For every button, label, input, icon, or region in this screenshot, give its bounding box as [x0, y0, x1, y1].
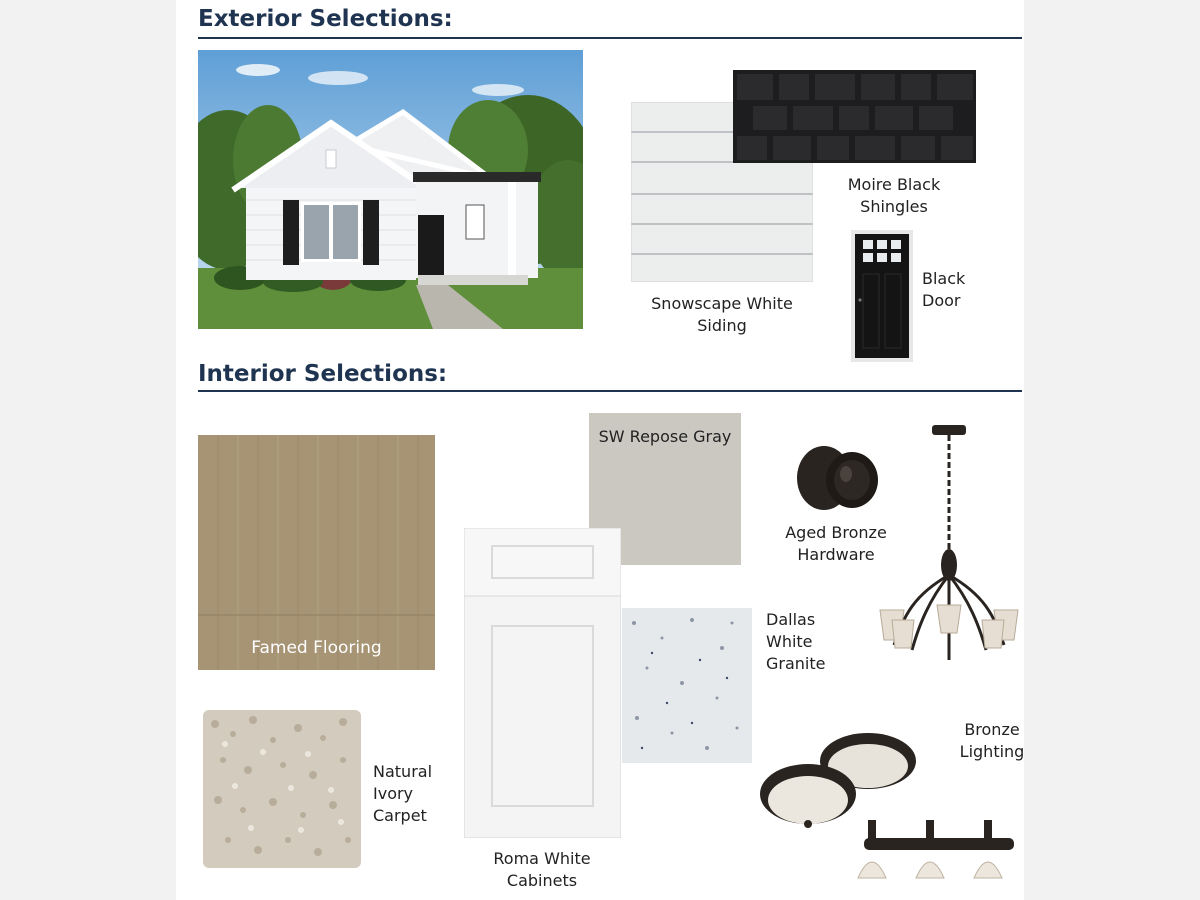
lighting-caption-line1: Bronze — [964, 720, 1020, 739]
granite-caption-line1: Dallas — [766, 610, 816, 629]
cabinets-caption-line2: Cabinets — [506, 871, 578, 890]
carpet-caption-line1: Natural — [373, 762, 433, 781]
hardware-caption-line1: Aged Bronze — [785, 523, 887, 542]
siding-caption-line1: Snowscape White — [651, 294, 793, 313]
vanity-light-swatch — [854, 818, 1024, 882]
granite-swatch — [622, 608, 752, 763]
siding-caption — [640, 293, 804, 337]
carpet-caption — [373, 761, 443, 827]
flush-mount-lights-swatch — [758, 726, 918, 831]
granite-caption — [766, 609, 836, 675]
door-caption — [922, 268, 982, 312]
cabinets-caption — [472, 848, 612, 892]
hardware-caption-line2: Hardware — [797, 545, 875, 564]
exterior-divider — [198, 37, 1022, 39]
flooring-swatch — [198, 435, 435, 670]
door-caption-line2: Door — [922, 291, 961, 310]
interior-divider — [198, 390, 1022, 392]
door-caption-line1: Black — [922, 269, 966, 288]
carpet-swatch — [203, 710, 361, 868]
carpet-caption-line3: Carpet — [373, 806, 427, 825]
shingles-caption-line2: Shingles — [860, 197, 928, 216]
granite-caption-line3: Granite — [766, 654, 826, 673]
door-swatch — [851, 230, 913, 362]
siding-caption-line2: Siding — [697, 316, 747, 335]
lighting-caption-line2: Lighting — [959, 742, 1024, 761]
flooring-caption: Famed Flooring — [251, 638, 382, 658]
shingles-swatch — [733, 70, 976, 163]
lighting-caption — [957, 719, 1024, 763]
exterior-title: Exterior Selections: — [198, 6, 453, 32]
knob-swatch — [794, 440, 884, 518]
chandelier-swatch — [874, 425, 1024, 687]
shingles-caption — [832, 174, 956, 218]
granite-caption-line2: White — [766, 632, 813, 651]
house-photo — [198, 50, 583, 329]
carpet-caption-line2: Ivory — [373, 784, 414, 803]
cabinets-caption-line1: Roma White — [493, 849, 591, 868]
paint-caption: SW Repose Gray — [598, 427, 732, 446]
selections-sheet — [176, 0, 1024, 900]
cabinet-swatch — [464, 528, 621, 838]
interior-title: Interior Selections: — [198, 361, 448, 387]
shingles-caption-line1: Moire Black — [847, 175, 941, 194]
